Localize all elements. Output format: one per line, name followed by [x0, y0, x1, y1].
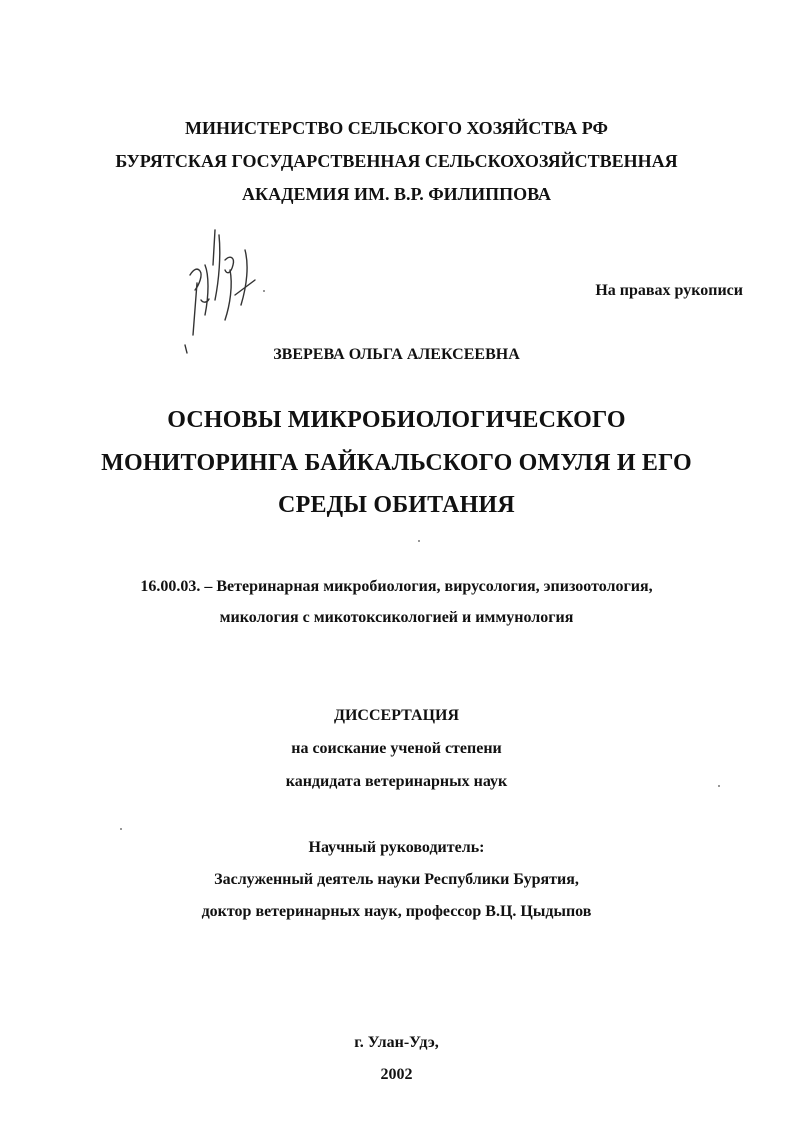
scan-speck — [418, 540, 420, 542]
year: 2002 — [380, 1066, 413, 1083]
degree-line-2: кандидата ветеринарных наук — [285, 773, 508, 790]
thesis-title-line-3: СРЕДЫ ОБИТАНИЯ — [278, 492, 515, 518]
scan-speck — [120, 828, 122, 830]
supervisor-name: доктор ветеринарных наук, профессор В.Ц. Цыдыпов — [201, 903, 592, 920]
scan-speck — [718, 785, 720, 787]
degree-line-1: на соискание ученой степени — [291, 740, 502, 757]
thesis-title-line-1: ОСНОВЫ МИКРОБИОЛОГИЧЕСКОГО — [167, 407, 626, 433]
author-name: ЗВЕРЕВА ОЛЬГА АЛЕКСЕЕВНА — [273, 346, 520, 363]
specialty-line-1: 16.00.03. – Ветеринарная микробиология, вирусология, эпизоотология, — [140, 578, 653, 595]
supervisor-label: Научный руководитель: — [308, 839, 485, 856]
scan-speck — [263, 290, 265, 292]
city: г. Улан-Удэ, — [354, 1034, 439, 1051]
specialty-line-2: микология с микотоксикологией и иммунология — [219, 609, 574, 626]
academy-line-1: БУРЯТСКАЯ ГОСУДАРСТВЕННАЯ СЕЛЬСКОХОЗЯЙСТВЕННАЯ — [115, 151, 678, 171]
supervisor-title: Заслуженный деятель науки Республики Бурятия, — [214, 871, 579, 888]
manuscript-rights-note: На правах рукописи — [595, 282, 743, 299]
dissertation-label: ДИССЕРТАЦИЯ — [333, 707, 460, 724]
academy-line-2: АКАДЕМИЯ ИМ. В.Р. ФИЛИППОВА — [242, 184, 551, 204]
ministry-line: МИНИСТЕРСТВО СЕЛЬСКОГО ХОЗЯЙСТВА РФ — [185, 118, 608, 138]
thesis-title-line-2: МОНИТОРИНГА БАЙКАЛЬСКОГО ОМУЛЯ И ЕГО — [101, 450, 692, 476]
handwritten-signature — [175, 225, 270, 360]
